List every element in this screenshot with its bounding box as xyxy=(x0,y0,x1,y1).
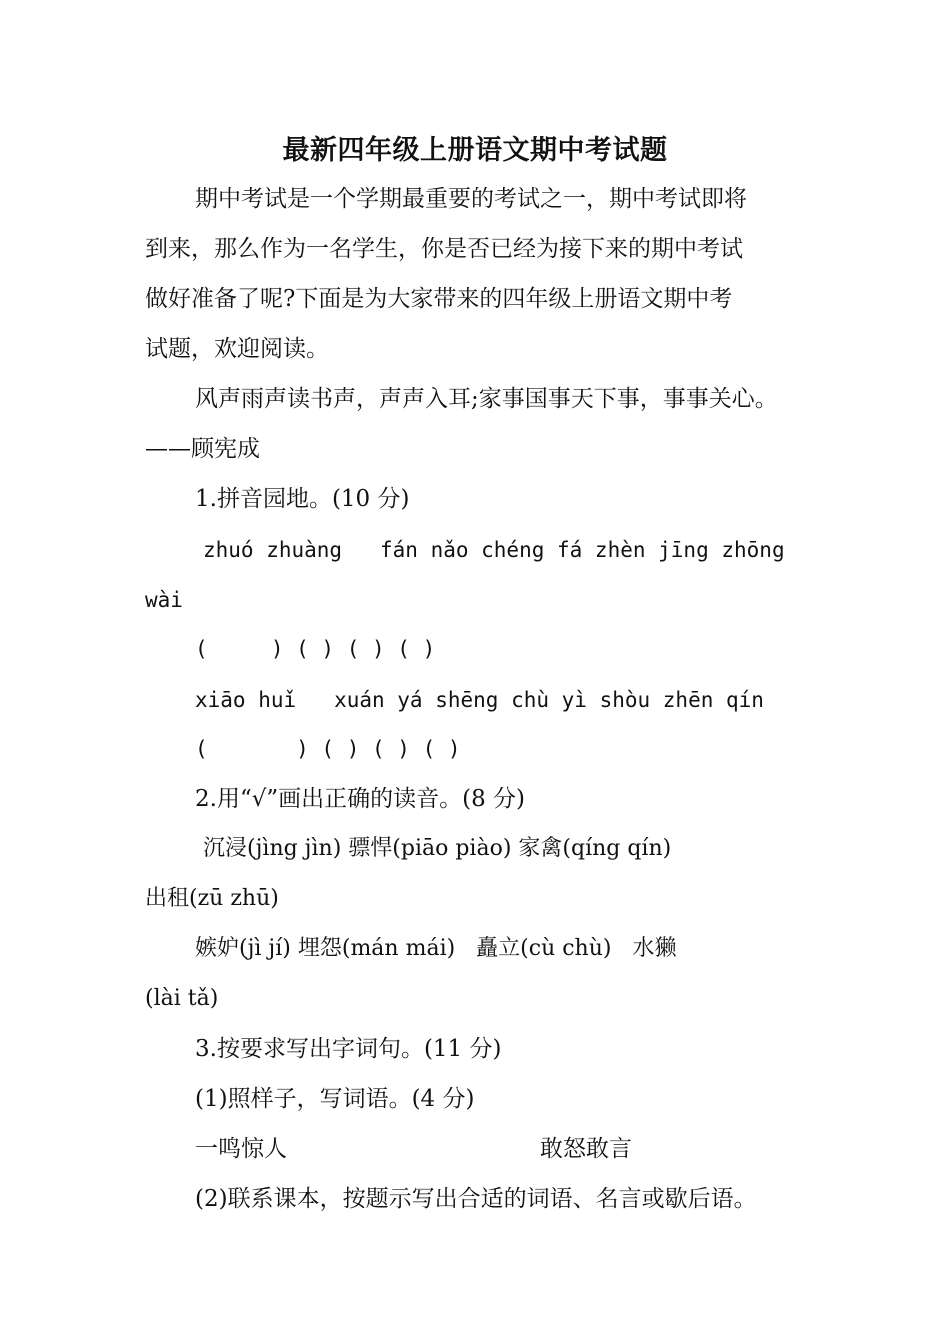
reading-choice-row-1-continued: 出租(zū zhū) xyxy=(145,886,279,911)
pinyin-row-1-continued: wài xyxy=(145,588,183,612)
question-2-heading: 2.用“√”画出正确的读音。(8 分) xyxy=(195,786,526,812)
question-3-part-1: (1)照样子，写词语。(4 分) xyxy=(195,1086,475,1112)
intro-line-3: 做好准备了呢?下面是为大家带来的四年级上册语文期中考 xyxy=(145,286,733,312)
question-3-part-2: (2)联系课本，按题示写出合适的词语、名言或歇后语。 xyxy=(195,1186,757,1212)
quote-author: ——顾宪成 xyxy=(145,436,260,462)
quote-line: 风声雨声读书声，声声入耳;家事国事天下事，事事关心。 xyxy=(195,386,778,412)
answer-blanks-2: ( ) ( ) ( ) ( ) xyxy=(195,737,461,761)
reading-choice-row-2-continued: (lài tǎ) xyxy=(145,986,219,1011)
reading-choice-row-1: 沉浸(jìng jìn) 骠悍(piāo piào) 家禽(qíng qín) xyxy=(203,836,672,861)
intro-line-4: 试题，欢迎阅读。 xyxy=(145,336,329,362)
answer-blanks-1: ( ) ( ) ( ) ( ) xyxy=(195,637,436,661)
example-word-2: 敢怒敢言 xyxy=(540,1136,632,1162)
pinyin-row-2: xiāo huǐ xuán yá shēng chù yì shòu zhēn qín xyxy=(195,688,764,712)
reading-choice-row-2: 嫉妒(jì jí) 埋怨(mán mái) 矗立(cù chù) 水獭 xyxy=(195,936,677,961)
example-word-1: 一鸣惊人 xyxy=(195,1136,287,1162)
pinyin-row-1: zhuó zhuàng fán nǎo chéng fá zhèn jīng zhōng xyxy=(203,538,785,562)
intro-line-1: 期中考试是一个学期最重要的考试之一，期中考试即将 xyxy=(195,186,747,212)
question-3-heading: 3.按要求写出字词句。(11 分) xyxy=(195,1036,502,1062)
page-title: 最新四年级上册语文期中考试题 xyxy=(282,135,668,166)
intro-line-2: 到来，那么作为一名学生，你是否已经为接下来的期中考试 xyxy=(145,236,743,262)
question-1-heading: 1.拼音园地。(10 分) xyxy=(195,486,410,512)
